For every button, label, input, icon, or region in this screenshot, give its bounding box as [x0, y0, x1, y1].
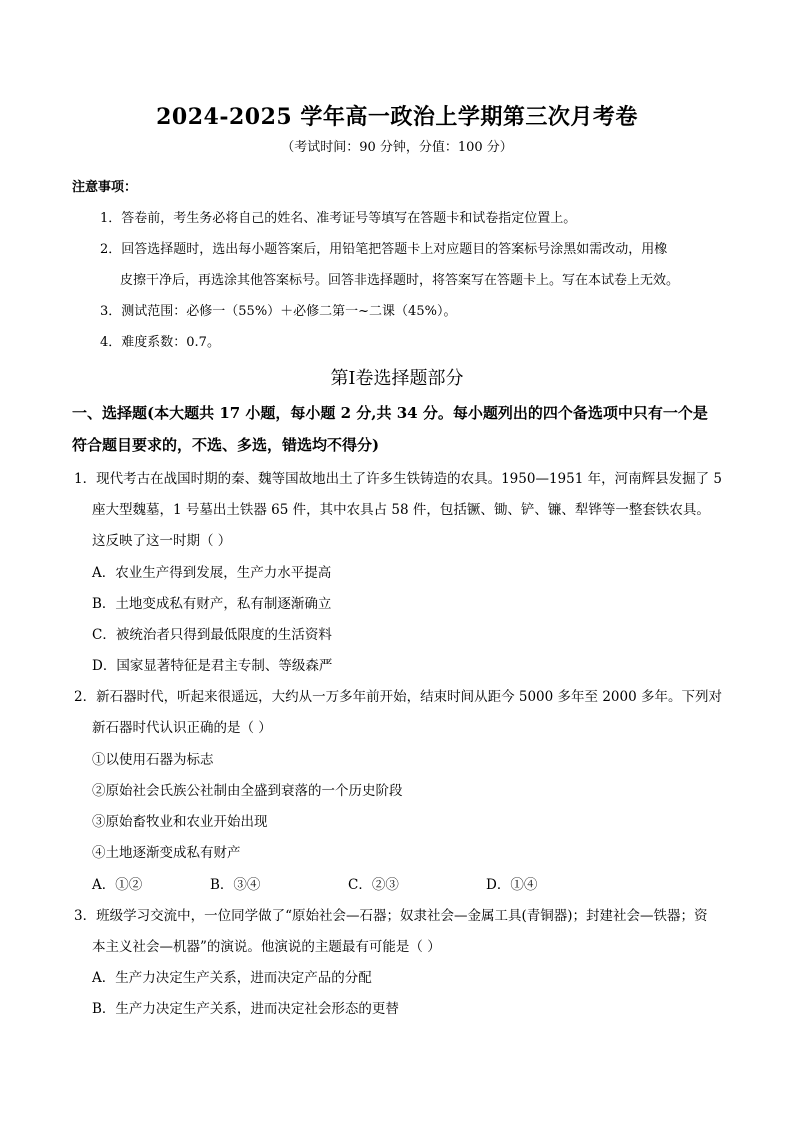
question-1-stem: 这反映了这一时期（ ）: [92, 533, 232, 549]
question-1-option-c: C．被统治者只得到最低限度的生活资料: [92, 627, 332, 643]
question-2-option-d: D．①④: [486, 877, 538, 893]
notice-item: 4．难度系数：0.7。: [100, 335, 220, 350]
question-1-stem: 座大型魏墓，1 号墓出土铁器 65 件，其中农具占 58 件，包括镢、锄、铲、镰、犁铧等一整套铁农具。: [92, 502, 710, 518]
section-title: 第Ⅰ卷选择题部分: [330, 368, 464, 389]
question-2-option-b: B．③④: [210, 877, 261, 893]
question-1-option-b: B．土地变成私有财产，私有制逐渐确立: [92, 596, 332, 612]
notice-heading: 注意事项：: [72, 180, 138, 195]
question-3-option-a: A．生产力决定生产关系，进而决定产品的分配: [92, 970, 372, 986]
question-2-stem: 新石器时代认识正确的是（ ）: [92, 720, 272, 736]
page-subtitle: （考试时间：90 分钟，分值：100 分）: [281, 140, 513, 155]
question-3-option-b: B．生产力决定生产关系，进而决定社会形态的更替: [92, 1001, 399, 1017]
question-2-stem: 2．新石器时代，听起来很遥远，大约从一万多年前开始，结束时间从距今 5000 多年至 2000 多年。下列对: [74, 689, 722, 705]
question-2-statement-2: ②原始社会氏族公社制由全盛到衰落的一个历史阶段: [92, 783, 403, 799]
part-heading-continued: 符合题目要求的，不选、多选，错选均不得分): [72, 436, 380, 454]
question-2-option-c: C．②③: [348, 877, 399, 893]
question-3-stem: 3．班级学习交流中，一位同学做了“原始社会—石器；奴隶社会—金属工具(青铜器)；封建社会—铁器；资: [74, 908, 708, 924]
question-2-statement-4: ④土地逐渐变成私有财产: [92, 845, 241, 861]
notice-item: 1．答卷前，考生务必将自己的姓名、准考证号等填写在答题卡和试卷指定位置上。: [100, 211, 577, 226]
question-1-option-d: D．国家显著特征是君主专制、等级森严: [92, 658, 333, 674]
question-1-option-a: A．农业生产得到发展，生产力水平提高: [92, 565, 332, 581]
question-1-stem: 1．现代考古在战国时期的秦、魏等国故地出土了许多生铁铸造的农具。1950—1951 年，河南辉县发掘了 5: [74, 471, 722, 487]
notice-item: 2．回答选择题时，选出每小题答案后，用铅笔把答题卡上对应题目的答案标号涂黑如需改动，用橡: [100, 242, 668, 257]
question-2-statement-3: ③原始畜牧业和农业开始出现: [92, 814, 268, 830]
notice-item: 3．测试范围：必修一（55%）＋必修二第一~二课（45%）。: [100, 304, 457, 319]
part-heading: 一、选择题(本大题共 17 小题，每小题 2 分,共 34 分。每小题列出的四个备选项中只有一个是: [72, 404, 708, 422]
question-3-stem: 本主义社会—机器”的演说。他演说的主题最有可能是（ ）: [92, 939, 441, 955]
question-2-option-a: A．①②: [92, 877, 143, 893]
page-title: 2024-2025 学年高一政治上学期第三次月考卷: [156, 104, 638, 130]
notice-item-continued: 皮擦干净后，再选涂其他答案标号。回答非选择题时，将答案写在答题卡上。写在本试卷上无效。: [120, 273, 680, 288]
question-2-statement-1: ①以使用石器为标志: [92, 752, 214, 768]
